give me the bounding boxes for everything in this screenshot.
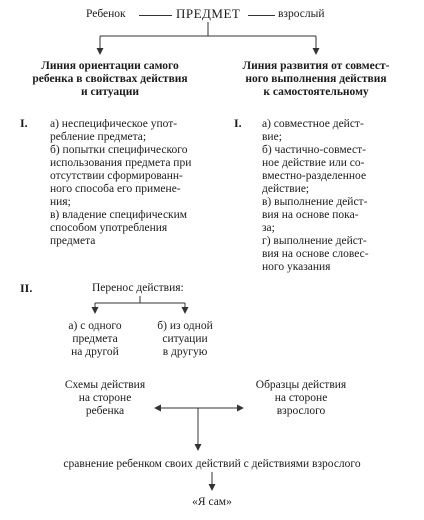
right-roman-numeral: I. bbox=[234, 116, 242, 130]
right-item-line: ного указания bbox=[262, 261, 331, 273]
left-item-line: использования предмета при bbox=[50, 157, 192, 169]
transfer-option-a-line-3: на другой bbox=[71, 346, 119, 358]
right-branch-title-line-3: к самостоятельному bbox=[263, 86, 369, 98]
schemes-right-line-1: Образцы действия bbox=[255, 379, 347, 391]
right-item-line: б) частично-совмест- bbox=[262, 144, 366, 156]
header-left-label: Ребенок bbox=[86, 8, 126, 20]
schemes-left-line-2: на стороне bbox=[78, 392, 132, 404]
right-item-line: вместно-разделенное bbox=[262, 170, 367, 182]
right-branch-title-line-2: ного выполнения действия bbox=[245, 73, 387, 85]
left-roman-numeral: I. bbox=[20, 116, 28, 130]
left-item-line: способом употребления bbox=[50, 222, 168, 234]
right-item-line: г) выполнение дейст- bbox=[262, 235, 367, 247]
schemes-left-line-3: ребенка bbox=[85, 405, 125, 417]
header-right-label: взрослый bbox=[278, 8, 325, 20]
header-center-title: ПРЕДМЕТ bbox=[176, 6, 241, 21]
right-item-line: действие; bbox=[262, 183, 310, 195]
schemes-right-line-3: взрослого bbox=[276, 405, 326, 417]
transfer-option-b-line-3: в другую bbox=[162, 346, 208, 358]
transfer-option-a-line-2: предмета bbox=[72, 333, 118, 345]
transfer-label: Перенос действия: bbox=[92, 282, 184, 294]
schemes-right-line-2: на стороне bbox=[274, 392, 328, 404]
transfer-option-a-line-1: а) с одного bbox=[68, 320, 122, 332]
left-item-line: а) неспецифическое упот- bbox=[50, 118, 178, 130]
right-item-line: в) выполнение дейст- bbox=[262, 196, 368, 208]
transfer-option-b-line-1: б) из одной bbox=[157, 320, 213, 332]
left-item-line: б) попытки специфического bbox=[50, 144, 188, 156]
left-branch-title-line-1: Линия ориентации самого bbox=[41, 60, 179, 72]
left-item-line: в) владение специфическим bbox=[50, 209, 188, 221]
right-item-line: а) совместное дейст- bbox=[262, 118, 364, 130]
transfer-option-b-line-2: ситуации bbox=[162, 333, 208, 345]
left-branch-title-line-3: и ситуации bbox=[81, 86, 139, 98]
right-branch-title-line-1: Линия развития от совмест- bbox=[242, 60, 390, 72]
right-item-line: вие; bbox=[262, 131, 282, 143]
result-text: «Я сам» bbox=[192, 496, 232, 508]
right-item-line: вия на основе пока- bbox=[262, 209, 359, 221]
schemes-left-line-1: Схемы действия bbox=[64, 379, 146, 391]
left-item-line: ребление предмета; bbox=[50, 131, 147, 143]
comparison-text: сравнение ребенком своих действий с действиями взрослого bbox=[63, 458, 361, 470]
left-item-line: отсутствии сформированн- bbox=[50, 170, 183, 182]
transfer-roman-numeral: II. bbox=[20, 281, 33, 295]
right-item-line: ное действие или со- bbox=[262, 157, 365, 169]
right-item-line: вия на основе словес- bbox=[262, 248, 369, 260]
left-branch-title-line-2: ребенка в свойствах действия bbox=[32, 73, 188, 85]
right-item-line: за; bbox=[262, 222, 275, 234]
left-item-line: ния; bbox=[50, 196, 71, 208]
left-item-line: предмета bbox=[50, 235, 96, 247]
left-item-line: ного способа его примене- bbox=[50, 183, 181, 195]
